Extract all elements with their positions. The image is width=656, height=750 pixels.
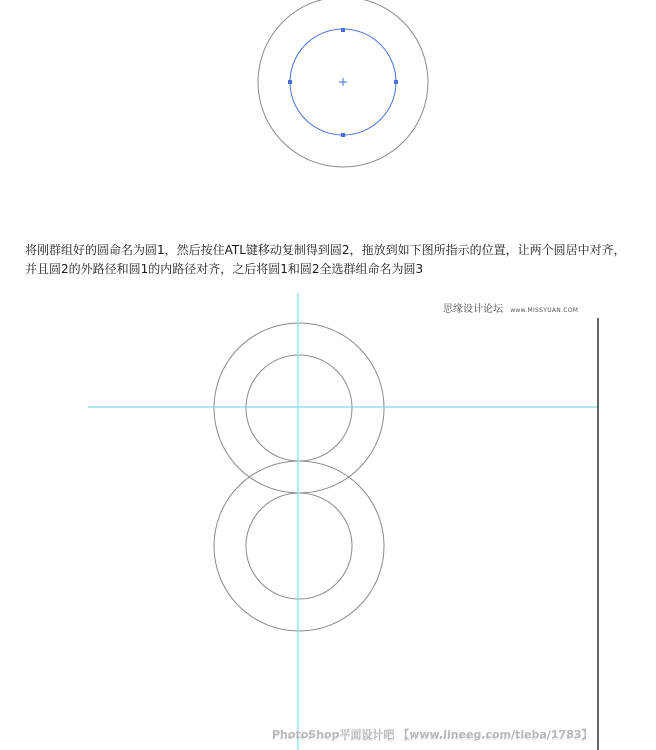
circle-1-outer [214,323,384,493]
circle-2-outer [214,461,384,631]
watermark-missyuan [443,300,578,315]
instruction-line-1: 将刚群组好的圆命名为圆1，然后按住ATL键移动复制得到圆2，拖放到如下图所指示的位置，让两个圆居中对齐， [25,243,626,257]
circle-1-inner [246,355,352,461]
watermark-photoshop-bar: PhotoShop平面设计吧 【www.lineeg.com/tieba/1783】 [272,728,593,741]
circle-2-inner [246,493,352,599]
watermark-site-name: 思缘设计论坛 [443,304,503,315]
circle-2-group [214,461,384,631]
watermark-site-url: www.MISSYUAN.COM [510,307,579,314]
instruction-line-2: 并且圆2的外路径和圆1的内路径对齐，之后将圆1和圆2全选群组命名为圆3 [25,262,424,276]
circle-1-group [214,323,384,493]
